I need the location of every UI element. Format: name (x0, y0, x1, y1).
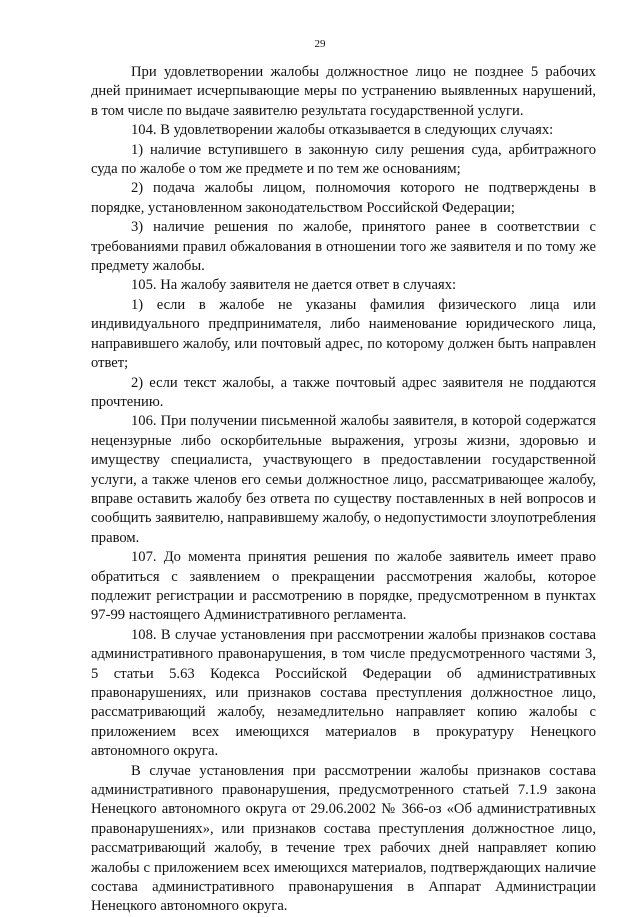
paragraph-108: 108. В случае установления при рассмотрении жалобы признаков состава административного правонарушения, в том числе предусмотренного частями 3, 5 статьи 5.63 Кодекса Российской Федерации об административных правонарушениях, или признаков состава преступления должностное лицо, рассматривающий жалобу, незамедлительно направляет копию жалобы с приложением всех имеющихся материалов в прокуратуру Ненецкого автономного округа. (91, 626, 596, 760)
paragraph-remedy: При удовлетворении жалобы должностное лицо не позднее 5 рабочих дней принимает исчерпывающие меры по устранению выявленных нарушений, в том числе по выдаче заявителю результата государственной услуги. (91, 64, 596, 119)
paragraph-105-item-2: 2) если текст жалобы, а также почтовый адрес заявителя не поддаются прочтению. (91, 374, 596, 410)
paragraph-104: 104. В удовлетворении жалобы отказывается в следующих случаях: (131, 122, 554, 139)
document-body (91, 63, 596, 917)
paragraph-105-item-1: 1) если в жалобе не указаны фамилия физического лица или индивидуального предпринимателя, либо наименование юридического лица, направившего жалобу, или почтовый адрес, по которому должен быть направлен ответ; (91, 296, 596, 372)
paragraph-104-item-1: 1) наличие вступившего в законную силу решения суда, арбитражного суда по жалобе о том же предмете и по тем же основаниям; (91, 141, 596, 178)
paragraph-105: 105. На жалобу заявителя не дается ответ в случаях: (131, 277, 457, 294)
paragraph-107: 107. До момента принятия решения по жалобе заявитель имеет право обратиться с заявлением о прекращении рассмотрения жалобы, которое подлежит регистрации и рассмотрению в порядке, предусмотренном в пунктах 97-99 настоящего Административного регламента. (91, 549, 596, 624)
page-number: 29 (314, 38, 326, 50)
paragraph-104-item-3: 3) наличие решения по жалобе, принятого ранее в соответствии с требованиями правил обжалования в отношении того же заявителя и по тому же предмету жалобы. (91, 219, 596, 275)
paragraph-106: 106. При получении письменной жалобы заявителя, в которой содержатся нецензурные либо оскорбительные выражения, угрозы жизни, здоровью и имуществу специалиста, участвующего в предоставлении государственной услуги, а также членов его семьи должностное лицо, рассматривающее жалобу, вправе оставить жалобу без ответа по существу поставленных в ней вопросов и сообщить заявителю, направившему жалобу, о недопустимости злоупотребления правом. (91, 413, 596, 546)
paragraph-104-item-2: 2) подача жалобы лицом, полномочия которого не подтверждены в порядке, установленном законодательством Российской Федерации; (91, 180, 596, 216)
paragraph-108-continued: В случае установления при рассмотрении жалобы признаков состава административного правонарушения, предусмотренного статьей 7.1.9 закона Ненецкого автономного округа от 29.06.2002 № 366-оз «Об административных правонарушениях», или признаков состава преступления должностное лицо, рассматривающий жалобу, в течение трех рабочих дней направляет копию жалобы с приложением всех имеющихся материалов, подтверждающих наличие состава административного правонарушения в Аппарат Администрации Ненецкого автономного округа. (91, 762, 596, 915)
